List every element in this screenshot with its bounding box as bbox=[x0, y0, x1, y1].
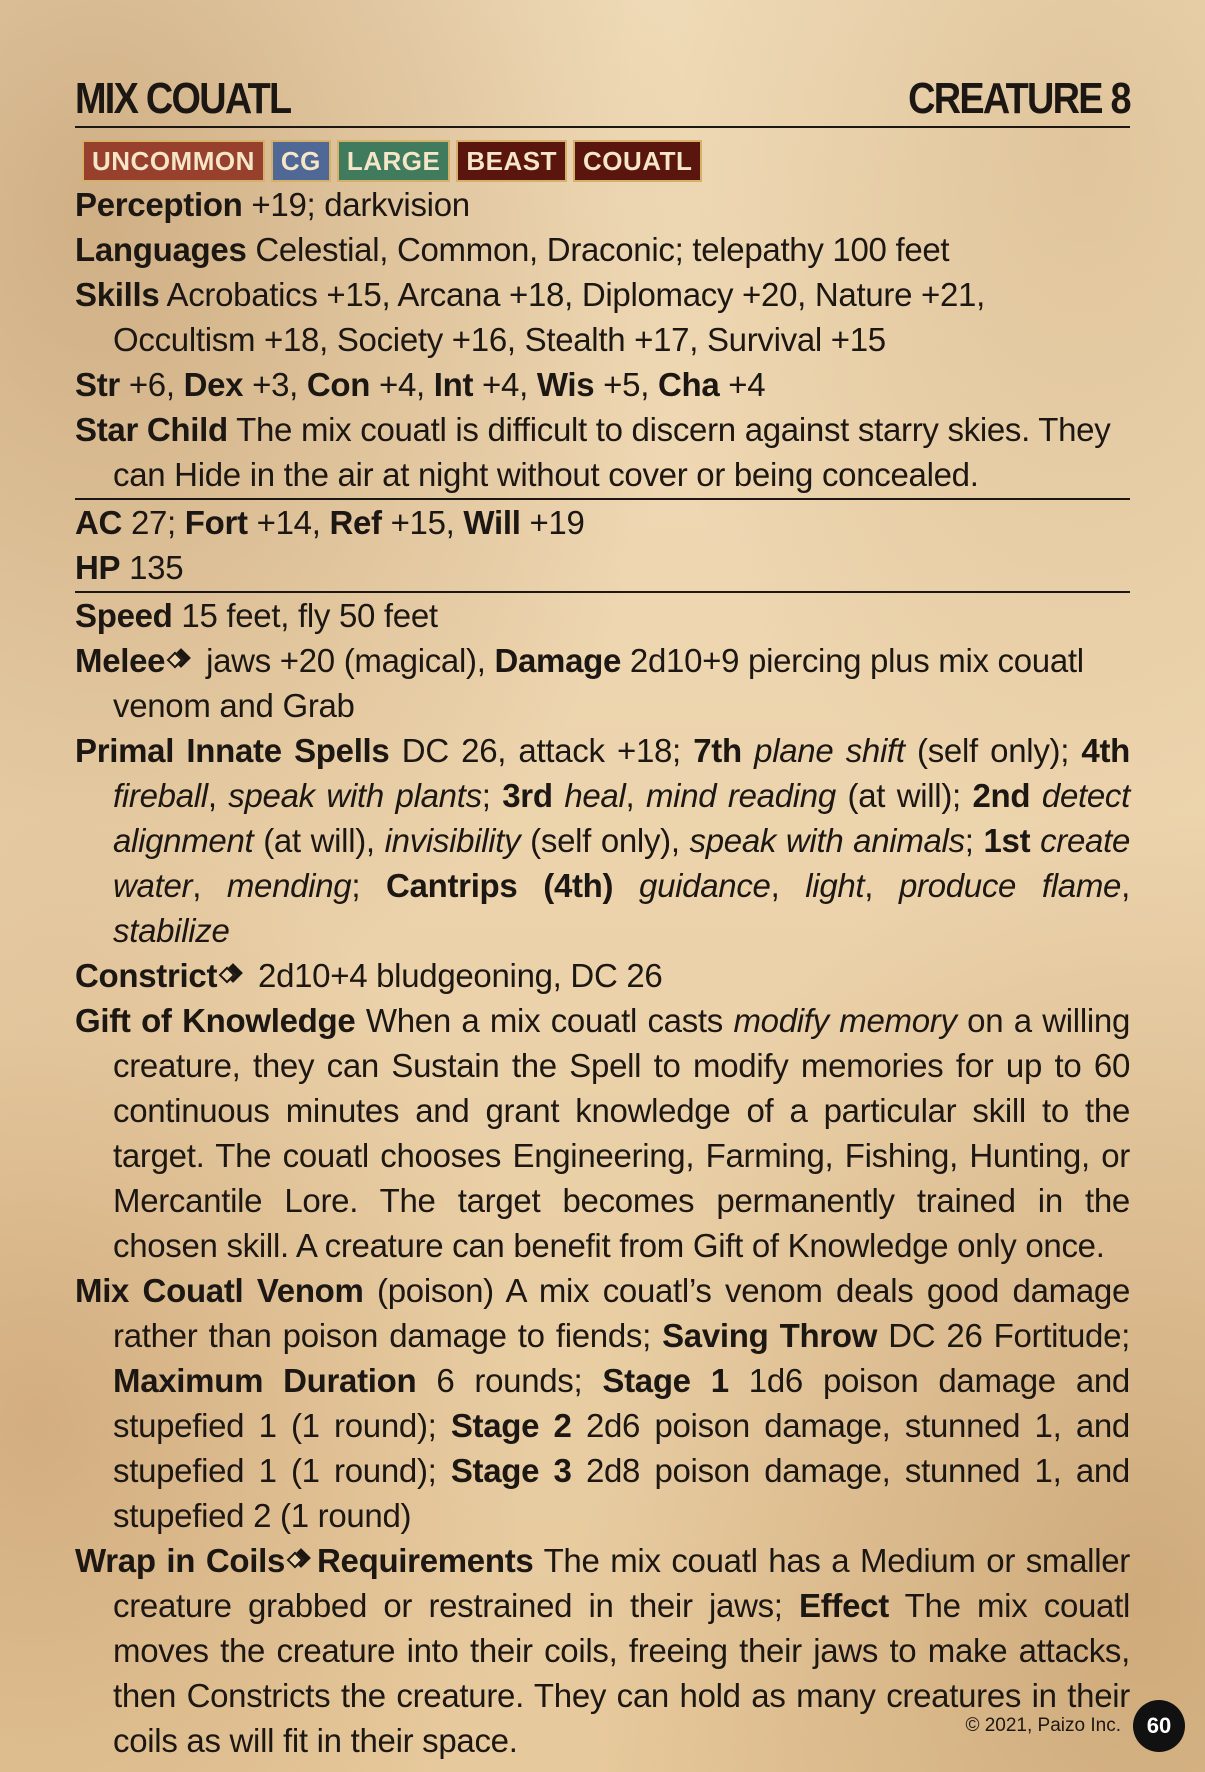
spell-name: stabilize bbox=[113, 912, 230, 949]
damage-label: Damage bbox=[494, 642, 622, 679]
single-action-icon bbox=[169, 648, 191, 670]
trait-beast: BEAST bbox=[456, 140, 567, 182]
spells-dc: DC 26, attack +18; bbox=[389, 732, 694, 769]
speed-value: 15 feet, fly 50 feet bbox=[172, 597, 438, 634]
venom-text: DC 26 Fortitude; bbox=[877, 1317, 1131, 1354]
ref-label: Ref bbox=[329, 504, 382, 541]
spell-name: plane shift bbox=[754, 732, 905, 769]
speed-label: Speed bbox=[75, 597, 173, 634]
gift-text: When a mix couatl casts bbox=[355, 1002, 734, 1039]
speed-line bbox=[75, 593, 1130, 638]
maximum-duration-label: Maximum Duration bbox=[113, 1362, 417, 1399]
str-value: +6, bbox=[119, 366, 184, 403]
spell-name: speak with animals bbox=[689, 822, 965, 859]
defense-line bbox=[75, 500, 1130, 545]
fort-value: +14, bbox=[247, 504, 330, 541]
wrap-text: The mix couatl moves the creature into their coils, freeing their jaws to make attacks, then Constricts the creature. They can hold as many creatures in their coils as will fit in their space. bbox=[113, 1587, 1130, 1759]
separator: , bbox=[625, 777, 646, 814]
venom-text: 2d6 poison damage, stunned 1, and stupefied 1 (1 round); bbox=[113, 1407, 1130, 1489]
stat-block bbox=[75, 70, 1130, 1763]
spells-label: Primal Innate Spells bbox=[75, 732, 390, 769]
hp-label: HP bbox=[75, 549, 121, 586]
gift-of-knowledge-ability bbox=[75, 998, 1130, 1268]
venom-text: 1d6 poison damage and stupefied 1 (1 round); bbox=[113, 1362, 1130, 1444]
spell-name: produce flame bbox=[898, 867, 1122, 904]
footer bbox=[965, 1700, 1185, 1752]
hp-value: 135 bbox=[120, 549, 184, 586]
constrict-ability bbox=[75, 953, 1130, 998]
spell-note: (at will); bbox=[835, 777, 973, 814]
perception-label: Perception bbox=[75, 186, 243, 223]
stage-2-label: Stage 2 bbox=[450, 1407, 572, 1444]
separator: , bbox=[864, 867, 899, 904]
innate-spells bbox=[75, 728, 1130, 953]
separator: ; bbox=[481, 777, 503, 814]
hp-line bbox=[75, 545, 1130, 590]
wis-value: +5, bbox=[594, 366, 658, 403]
spell-note: (self only), bbox=[520, 822, 690, 859]
int-label: Int bbox=[433, 366, 474, 403]
saving-throw-label: Saving Throw bbox=[662, 1317, 878, 1354]
con-label: Con bbox=[306, 366, 371, 403]
requirements-label: Requirements bbox=[317, 1542, 534, 1579]
copyright: © 2021, Paizo Inc. bbox=[965, 1715, 1121, 1736]
stage-3-label: Stage 3 bbox=[450, 1452, 572, 1489]
gift-label: Gift of Knowledge bbox=[75, 1002, 356, 1039]
wrap-text: The mix couatl has a Medium or smaller creature grabbed or restrained in their jaws; bbox=[113, 1542, 1130, 1624]
separator: , bbox=[192, 867, 227, 904]
languages-label: Languages bbox=[75, 231, 247, 268]
trait-size: LARGE bbox=[337, 140, 451, 182]
melee-strike bbox=[75, 638, 1130, 728]
venom-label: Mix Couatl Venom bbox=[75, 1272, 364, 1309]
spell-rank-4: 4th bbox=[1081, 732, 1130, 769]
creature-level: CREATURE 8 bbox=[908, 74, 1130, 123]
cha-value: +4 bbox=[719, 366, 766, 403]
perception-line bbox=[75, 182, 1130, 227]
separator: , bbox=[770, 867, 806, 904]
venom-text: 2d8 poison damage, stunned 1, and stupefied 2 (1 round) bbox=[113, 1452, 1130, 1534]
separator: ; bbox=[351, 867, 387, 904]
wis-label: Wis bbox=[536, 366, 595, 403]
venom-ability bbox=[75, 1268, 1130, 1538]
title-row bbox=[75, 70, 1130, 128]
single-action-icon bbox=[221, 963, 243, 985]
ac-value: 27; bbox=[122, 504, 185, 541]
languages-line bbox=[75, 227, 1130, 272]
will-label: Will bbox=[463, 504, 521, 541]
spell-name: mending bbox=[226, 867, 352, 904]
str-label: Str bbox=[75, 366, 120, 403]
ref-value: +15, bbox=[381, 504, 464, 541]
cha-label: Cha bbox=[657, 366, 720, 403]
spell-name: heal bbox=[564, 777, 626, 814]
constrict-label: Constrict bbox=[75, 957, 218, 994]
venom-text: 6 rounds; bbox=[416, 1362, 603, 1399]
dex-value: +3, bbox=[243, 366, 307, 403]
spell-name: fireball bbox=[113, 777, 208, 814]
star-child-ability bbox=[75, 407, 1130, 497]
trait-alignment: CG bbox=[271, 140, 331, 182]
spell-note: (self only); bbox=[904, 732, 1082, 769]
melee-label: Melee bbox=[75, 642, 166, 679]
skills-label: Skills bbox=[75, 276, 160, 313]
single-action-icon bbox=[289, 1548, 311, 1570]
venom-text: (poison) A mix couatl’s venom deals good damage rather than poison damage to fiends; bbox=[113, 1272, 1131, 1354]
ac-label: AC bbox=[75, 504, 123, 541]
spell-name: create water bbox=[113, 822, 1130, 904]
con-value: +4, bbox=[370, 366, 434, 403]
separator: ; bbox=[964, 822, 984, 859]
spell-note: (at will), bbox=[253, 822, 385, 859]
languages-value: Celestial, Common, Draconic; telepathy 100 feet bbox=[246, 231, 950, 268]
spell-rank-1: 1st bbox=[983, 822, 1031, 859]
spell-rank-2: 2nd bbox=[972, 777, 1031, 814]
melee-attack: jaws +20 (magical), bbox=[197, 642, 495, 679]
trait-uncommon: UNCOMMON bbox=[82, 140, 265, 182]
spell-name: modify memory bbox=[733, 1002, 957, 1039]
star-child-label: Star Child bbox=[75, 411, 228, 448]
creature-name: MIX COUATL bbox=[75, 74, 291, 123]
separator: , bbox=[207, 777, 229, 814]
spell-name: speak with plants bbox=[228, 777, 482, 814]
spell-name: mind reading bbox=[645, 777, 836, 814]
spell-rank-3: 3rd bbox=[502, 777, 553, 814]
separator: , bbox=[1121, 867, 1130, 904]
skills-line bbox=[75, 272, 1130, 362]
gift-text: on a willing creature, they can Sustain the Spell to modify memories for up to 60 continuous minutes and grant knowledge of a particular skill to the target. The couatl chooses Engineering, Farming, Fishing, Hunting, or Mercantile Lore. The target becomes permanently trained in the chosen skill. A creature can benefit from Gift of Knowledge only once. bbox=[113, 1002, 1130, 1264]
star-child-text: The mix couatl is difficult to discern against starry skies. They can Hide in the air at night without cover or being concealed. bbox=[113, 411, 1111, 493]
trait-list bbox=[82, 140, 1130, 182]
perception-value: +19; darkvision bbox=[242, 186, 470, 223]
spell-name: guidance bbox=[639, 867, 771, 904]
skills-value: Acrobatics +15, Arcana +18, Diplomacy +20, Nature +21, Occultism +18, Society +16, Stealth +17, Survival +15 bbox=[113, 276, 985, 358]
melee-damage: 2d10+9 piercing plus mix couatl venom and Grab bbox=[113, 642, 1084, 724]
effect-label: Effect bbox=[799, 1587, 889, 1624]
constrict-text: 2d10+4 bludgeoning, DC 26 bbox=[249, 957, 663, 994]
trait-couatl: COUATL bbox=[573, 140, 702, 182]
will-value: +19 bbox=[520, 504, 585, 541]
stage-1-label: Stage 1 bbox=[602, 1362, 729, 1399]
page-number: 60 bbox=[1133, 1700, 1185, 1752]
spell-rank-7: 7th bbox=[693, 732, 742, 769]
spell-name: detect alignment bbox=[113, 777, 1130, 859]
spell-name: invisibility bbox=[384, 822, 521, 859]
cantrips-label: Cantrips (4th) bbox=[386, 867, 614, 904]
fort-label: Fort bbox=[184, 504, 248, 541]
dex-label: Dex bbox=[183, 366, 244, 403]
spell-name: light bbox=[805, 867, 865, 904]
ability-scores bbox=[75, 362, 1130, 407]
int-value: +4, bbox=[473, 366, 537, 403]
wrap-label: Wrap in Coils bbox=[75, 1542, 285, 1579]
